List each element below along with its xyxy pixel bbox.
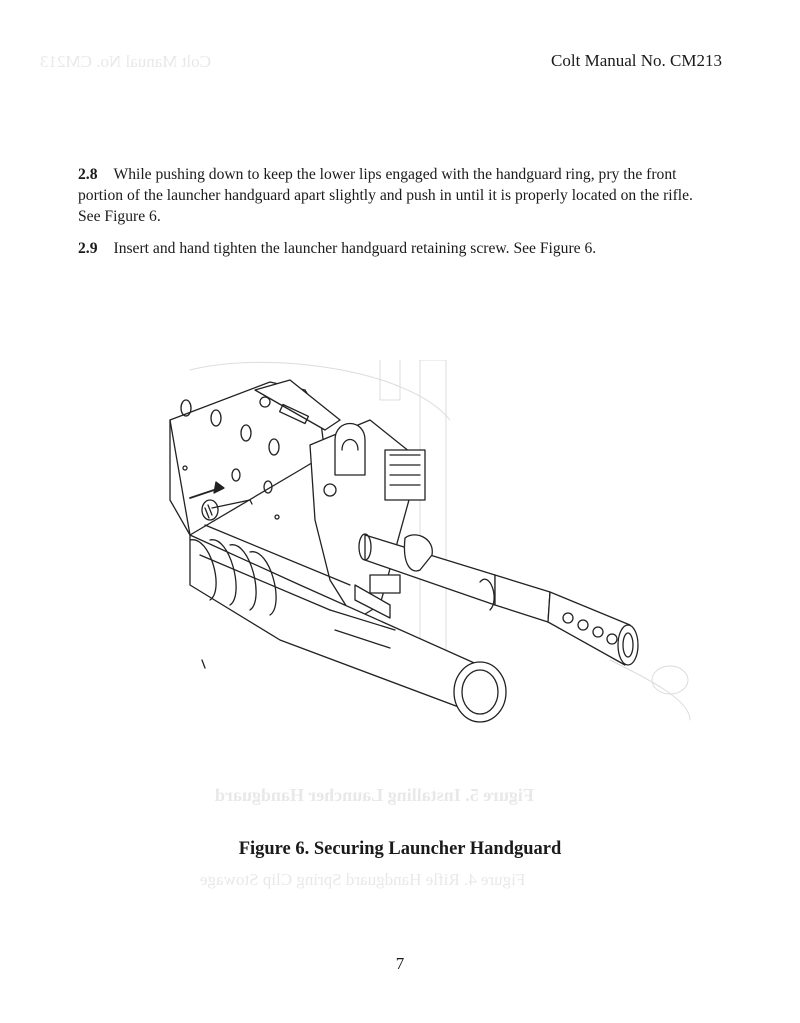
- step-text: Insert and hand tighten the launcher handguard retaining screw. See Figure 6.: [113, 240, 597, 257]
- show-through-text: Colt Manual No. CM213: [40, 52, 211, 71]
- figure-caption: Figure 6. Securing Launcher Handguard: [238, 839, 562, 859]
- launcher-handguard-illustration: [150, 360, 710, 725]
- show-through-text: Figure 4. Rifle Handguard Spring Clip Stowage: [200, 870, 526, 889]
- manual-reference-header: Colt Manual No. CM213: [551, 51, 722, 70]
- step-text: While pushing down to keep the lower lips engaged with the handguard ring, pry the front portion of the launcher handguard apart slightly and push in until it is properly located on the rifle. See Figure 6.: [78, 166, 693, 225]
- show-through-text: Figure 5. Installing Launcher Handguard: [215, 785, 534, 805]
- step-number: 2.9: [78, 240, 98, 257]
- step-paragraph: [78, 164, 718, 227]
- step-number: 2.8: [78, 166, 98, 183]
- page-number: 7: [395, 954, 405, 973]
- step-paragraph: [78, 238, 718, 259]
